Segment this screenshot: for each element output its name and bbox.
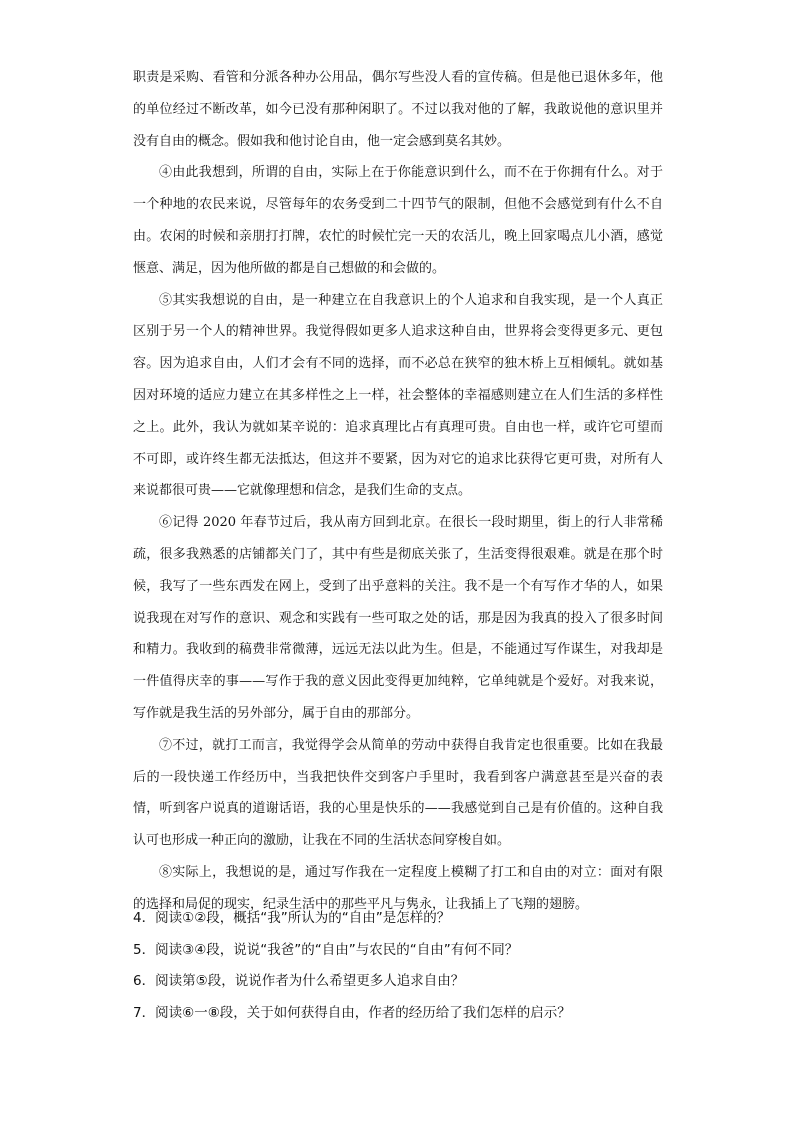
paragraph-7: ⑦不过，就打工而言，我觉得学会从简单的劳动中获得自我肯定也很重要。比如在我最后的一段快递工作经历中，当我把快件交到客户手里时，我看到客户满意甚至是兴奋的表情，听到客户说真的道谢话语，我的心里是快乐的——我感觉到自己是有价值的。这种自我认可也形成一种正向的激励，让我在不同的生活状态间穿梭自如。 <box>133 737 663 849</box>
paragraph-4: ④由此我想到，所谓的自由，实际上在于你能意识到什么，而不在于你拥有什么。对于一个种地的农民来说，尽管每年的农务受到二十四节气的限制，但他不会感觉到有什么不自由。农闲的时候和亲朋打打牌，农忙的时候忙完一天的农活儿，晚上回家喝点儿小酒，感觉惬意、满足，因为他所做的都是自己想做的和会做的。 <box>133 165 663 276</box>
paragraph-6: ⑥记得 2020 年春节过后，我从南方回到北京。在很长一段时期里，街上的行人非常稀疏，很多我熟悉的店铺都关门了，其中有些是彻底关张了，生活变得很艰难。就是在那个时候，我写了一些东西发在网上，受到了出乎意料的关注。我不是一个有写作才华的人，如果说我现在对写作的意识、观念和实践有一些可取之处的话，那是因为我真的投入了很多时间和精力。我收到的稿费非常微薄，远远无法以此为生。但是，不能通过写作谋生，对我却是一件值得庆幸的事——写作于我的意义因此变得更加纯粹，它单纯就是个爱好。对我来说，写作就是我生活的另外部分，属于自由的那部分。 <box>133 515 663 721</box>
paragraph-8: ⑧实际上，我想说的是，通过写作我在一定程度上模糊了打工和自由的对立：面对有限的选择和局促的现实，纪录生活中的那些平凡与隽永，让我插上了飞翔的翅膀。 <box>133 864 663 912</box>
question-6: 6．阅读第⑤段，说说作者为什么希望更多人追求自由？ <box>133 973 465 989</box>
question-7: 7．阅读⑥一⑧段，关于如何获得自由，作者的经历给了我们怎样的启示？ <box>133 1004 571 1021</box>
paragraph-5: ⑤其实我想说的自由，是一种建立在自我意识上的个人追求和自我实现，是一个人真正区别于另一个人的精神世界。我觉得假如更多人追求这种自由，世界将会变得更多元、更包容。因为追求自由，人们才会有不同的选择，而不必总在狭窄的独木桥上互相倾轧。就如基因对环境的适应力建立在其多样性之上一样，社会整体的幸福感则建立在人们生活的多样性之上。此外，我认为就如某辛说的：追求真理比占有真理可贵。自由也一样，或许它可望而不可即，或许终生都无法抵达，但这并不要紧，因为对它的追求比获得它更可贵，对所有人来说都很可贵——它就像理想和信念，是我们生命的支点。 <box>133 292 663 499</box>
question-4: 4．阅读①②段，概括“我”所认为的“自由”是怎样的？ <box>133 910 451 926</box>
paragraph-continued: 职责是采购、看管和分派各种办公用品，偶尔写些没人看的宣传稿。但是他已退休多年，他的单位经过不断改革，如今已没有那种闲职了。不过以我对他的了解，我敢说他的意识里并没有自由的概念。假如我和他讨论自由，他一定会感到莫名其妙。 <box>133 70 663 149</box>
question-5: 5．阅读③④段，说说“我爸”的“自由”与农民的“自由”有何不同？ <box>133 941 519 958</box>
question-list <box>133 903 673 1029</box>
reading-passage <box>133 62 663 921</box>
